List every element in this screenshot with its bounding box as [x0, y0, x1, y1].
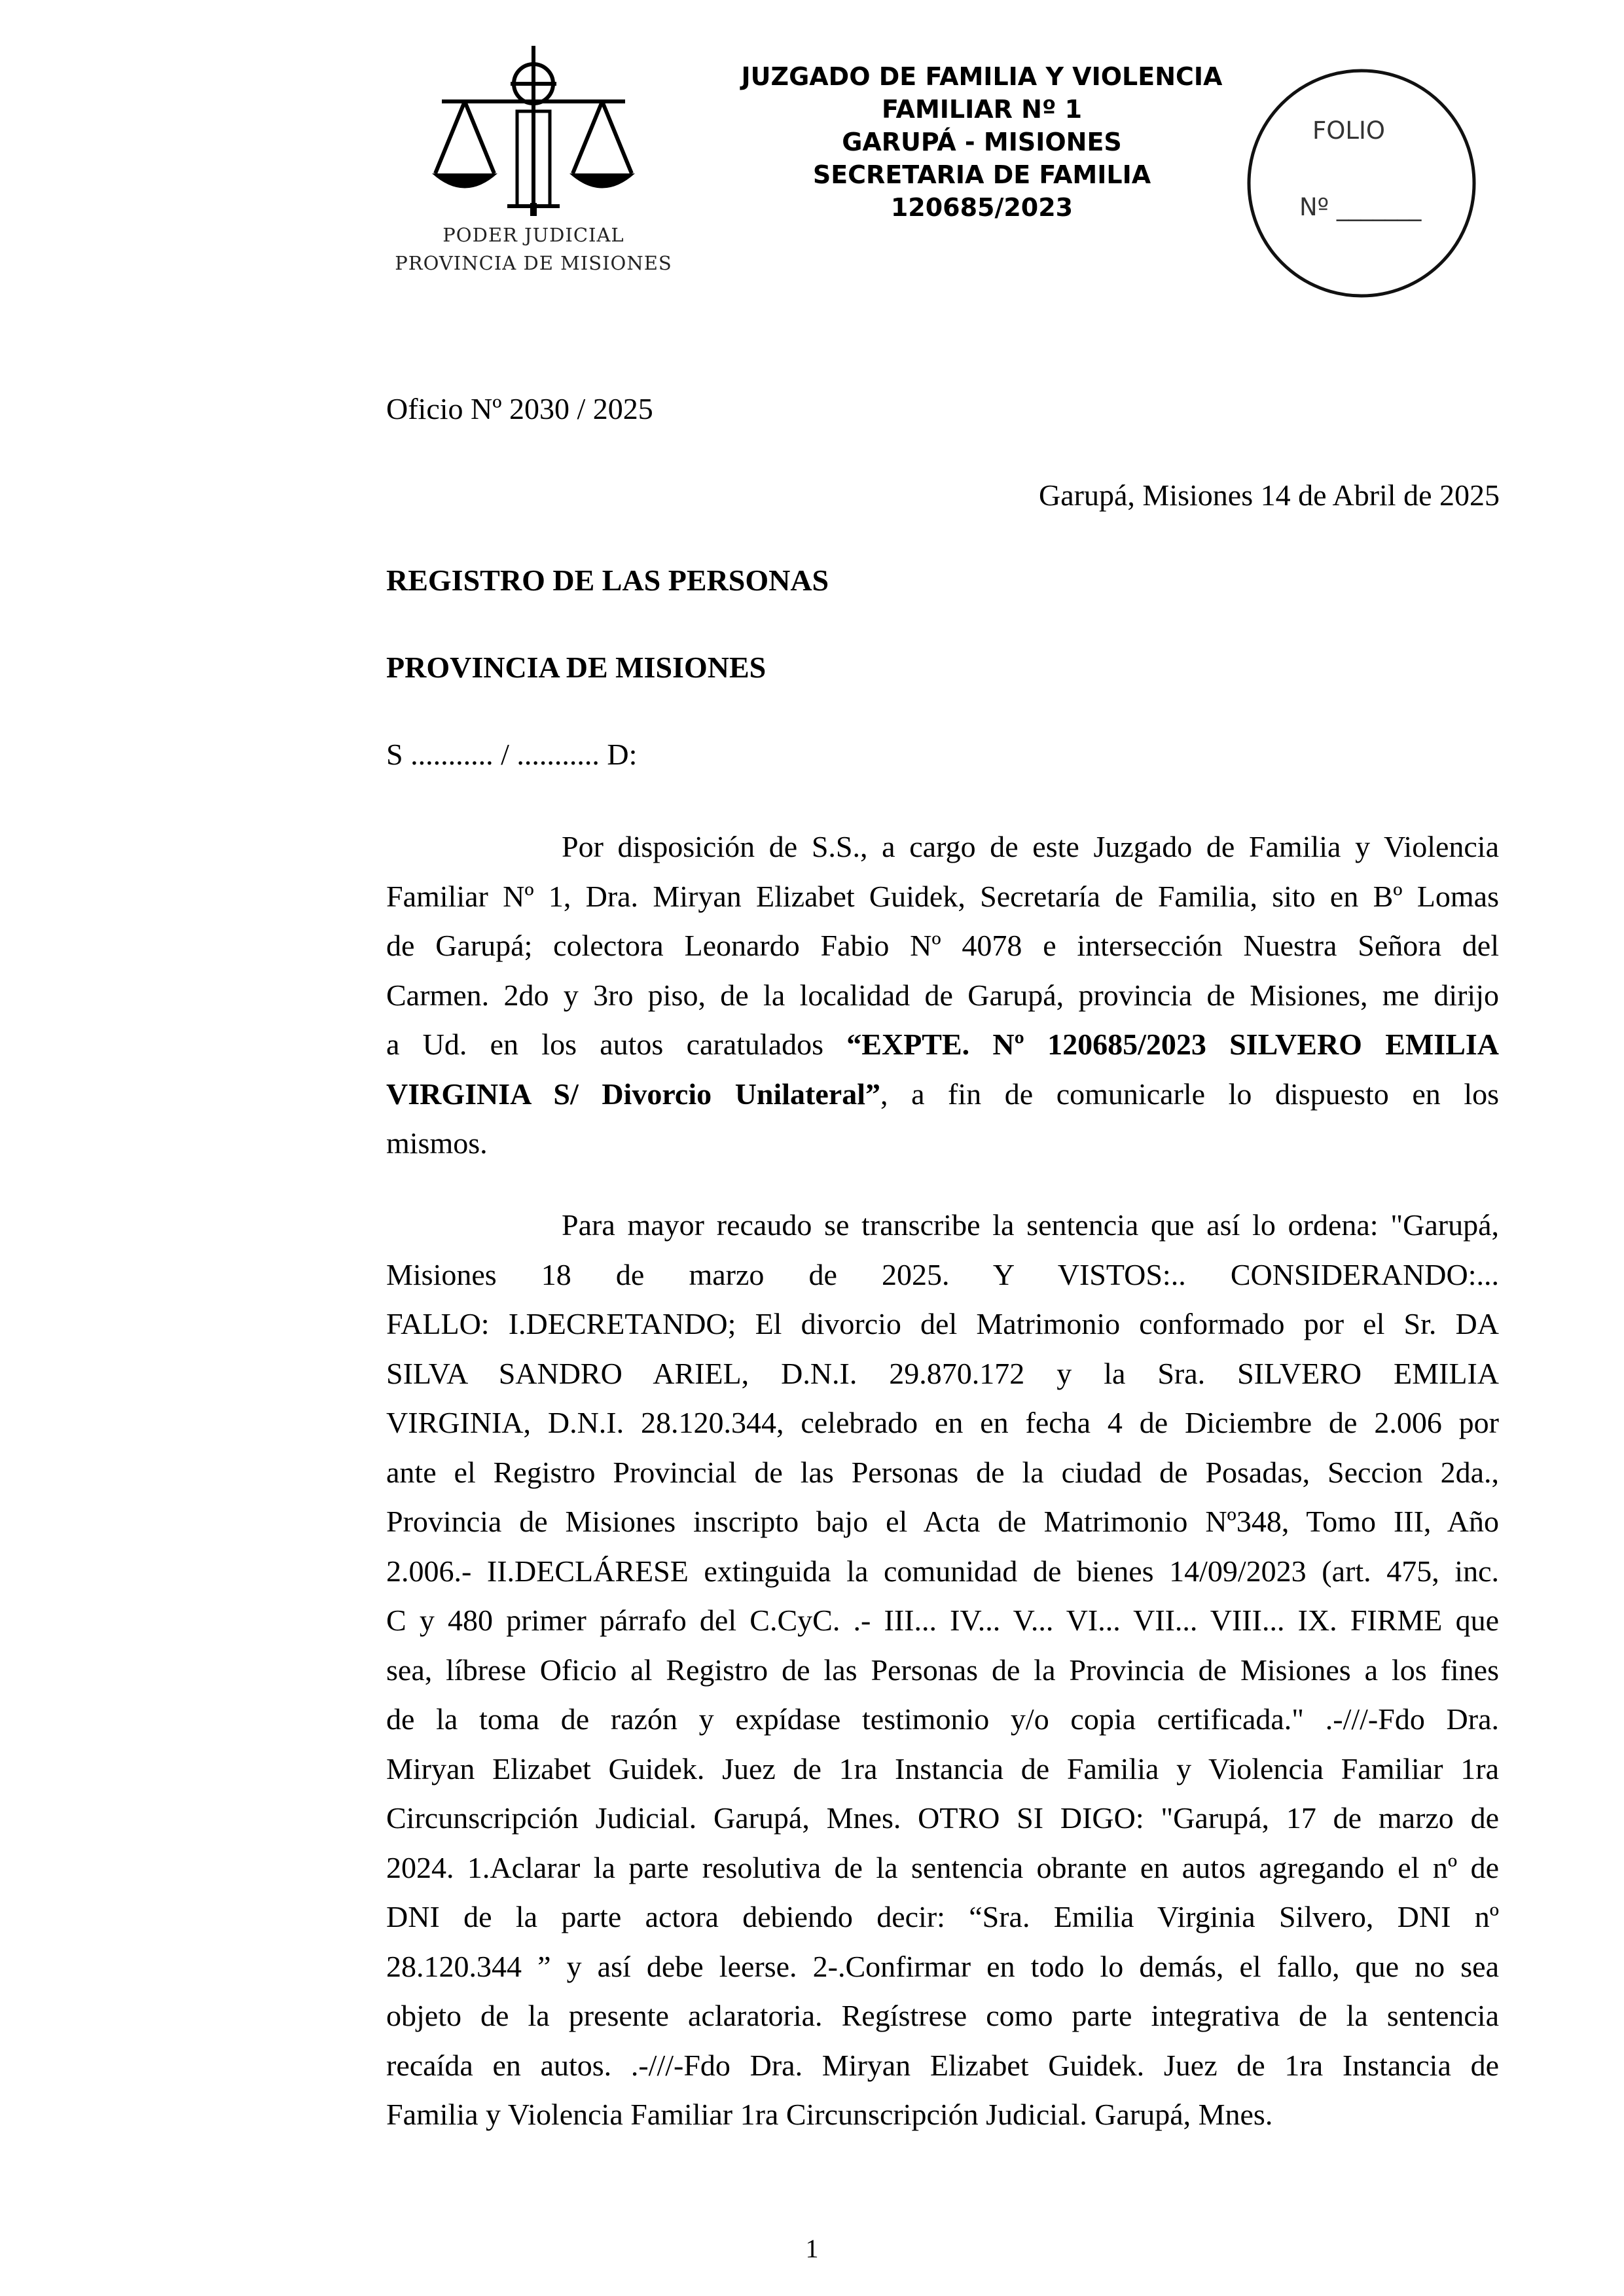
text-line	[386, 1020, 1499, 1069]
case-title: “EXPTE. Nº 120685/2023 SILVERO EMILIA	[846, 1028, 1499, 1061]
text-line: Carmen. 2do y 3ro piso, de la localidad de Garupá, provincia de Misiones, me dirijo	[386, 978, 1499, 1012]
text-line: C y 480 primer párrafo del C.CyC. .- III... IV... V... VI... VII... VIII... IX. FIRME que	[386, 1604, 1499, 1637]
text-line: Familiar Nº 1, Dra. Miryan Elizabet Guidek, Secretaría de Familia, sito en Bº Lomas	[386, 879, 1499, 913]
text-line: sea, líbrese Oficio al Registro de las Personas de la Provincia de Misiones a los fines	[386, 1653, 1499, 1687]
folio-stamp	[1237, 65, 1486, 314]
text-line: 2.006.- II.DECLÁRESE extinguida la comunidad de bienes 14/09/2023 (art. 475, inc.	[386, 1554, 1499, 1588]
poder-judicial-logo	[367, 39, 700, 295]
text-line: Para mayor recaudo se transcribe la sentencia que así lo ordena: "Garupá,	[562, 1208, 1499, 1242]
paragraph-sentence-transcript	[386, 1200, 1499, 2140]
text-fragment: a Ud. en los autos caratulados	[386, 1028, 847, 1061]
court-heading-line: JUZGADO DE FAMILIA Y VIOLENCIA	[741, 62, 1223, 91]
scales-of-justice-icon	[425, 39, 641, 242]
stamp-circle	[1237, 65, 1486, 314]
page-number: 1	[805, 2234, 819, 2263]
folio-label: FOLIO	[1312, 117, 1386, 145]
folio-number-field: Nº _______	[1299, 193, 1422, 221]
text-line: Por disposición de S.S., a cargo de este Juzgado de Familia y Violencia	[562, 830, 1499, 863]
paragraph-disposition	[386, 822, 1499, 1168]
text-fragment: , a fin de comunicarle lo dispuesto en los	[880, 1077, 1499, 1111]
text-line: FALLO: I.DECRETANDO; El divorcio del Matrimonio conformado por el Sr. DA	[386, 1307, 1499, 1340]
text-line: de Garupá; colectora Leonardo Fabio Nº 4078 e intersección Nuestra Señora del	[386, 929, 1499, 962]
case-number-heading: 120685/2023	[890, 193, 1074, 222]
text-line: Miryan Elizabet Guidek. Juez de 1ra Instancia de Familia y Violencia Familiar 1ra	[386, 1751, 1499, 1785]
text-line: mismos.	[386, 1126, 488, 1160]
text-line: Familia y Violencia Familiar 1ra Circunscripción Judicial. Garupá, Mnes.	[386, 2098, 1273, 2131]
text-line: ante el Registro Provincial de las Personas de la ciudad de Posadas, Seccion 2da.,	[386, 1455, 1499, 1489]
text-line	[386, 1069, 1499, 1119]
court-heading-line: GARUPÁ - MISIONES	[842, 128, 1122, 156]
court-heading-line: SECRETARIA DE FAMILIA	[812, 160, 1151, 189]
text-line: VIRGINIA, D.N.I. 28.120.344, celebrado en en fecha 4 de Diciembre de 2.006 por	[386, 1406, 1499, 1439]
text-line: Circunscripción Judicial. Garupá, Mnes. OTRO SI DIGO: "Garupá, 17 de marzo de	[386, 1801, 1499, 1835]
case-title: VIRGINIA S/ Divorcio Unilateral”	[386, 1077, 880, 1111]
salutation: S ........... / ........... D:	[386, 738, 638, 771]
text-line: objeto de la presente aclaratoria. Regístrese como parte integrativa de la sentencia	[386, 1999, 1499, 2032]
text-line: recaída en autos. .-///-Fdo Dra. Miryan Elizabet Guidek. Juez de 1ra Instancia de	[386, 2048, 1499, 2082]
text-line: Misiones 18 de marzo de 2025. Y VISTOS:.. CONSIDERANDO:...	[386, 1257, 1499, 1291]
court-heading-line: FAMILIAR Nº 1	[881, 95, 1083, 124]
text-line: de la toma de razón y expídase testimonio y/o copia certificada." .-///-Fdo Dra.	[386, 1702, 1499, 1736]
text-line: Provincia de Misiones inscripto bajo el Acta de Matrimonio Nº348, Tomo III, Año	[386, 1505, 1499, 1538]
logo-text-line-2: PROVINCIA DE MISIONES	[395, 252, 672, 274]
logo-text-line-1: PODER JUDICIAL	[442, 224, 624, 246]
text-line: 28.120.344 ” y así debe leerse. 2-.Confirmar en todo lo demás, el fallo, que no sea	[386, 1949, 1499, 1983]
recipient-line-2: PROVINCIA DE MISIONES	[386, 651, 767, 684]
court-heading	[681, 60, 1283, 224]
oficio-number: Oficio Nº 2030 / 2025	[386, 392, 653, 425]
text-line: DNI de la parte actora debiendo decir: “Sra. Emilia Virginia Silvero, DNI nº	[386, 1900, 1499, 1933]
text-line: 2024. 1.Aclarar la parte resolutiva de la sentencia obrante en autos agregando el nº de	[386, 1850, 1499, 1884]
recipient-line-1: REGISTRO DE LAS PERSONAS	[386, 564, 829, 597]
date-line: Garupá, Misiones 14 de Abril de 2025	[1039, 478, 1500, 512]
text-line: SILVA SANDRO ARIEL, D.N.I. 29.870.172 y la Sra. SILVERO EMILIA	[386, 1356, 1499, 1390]
